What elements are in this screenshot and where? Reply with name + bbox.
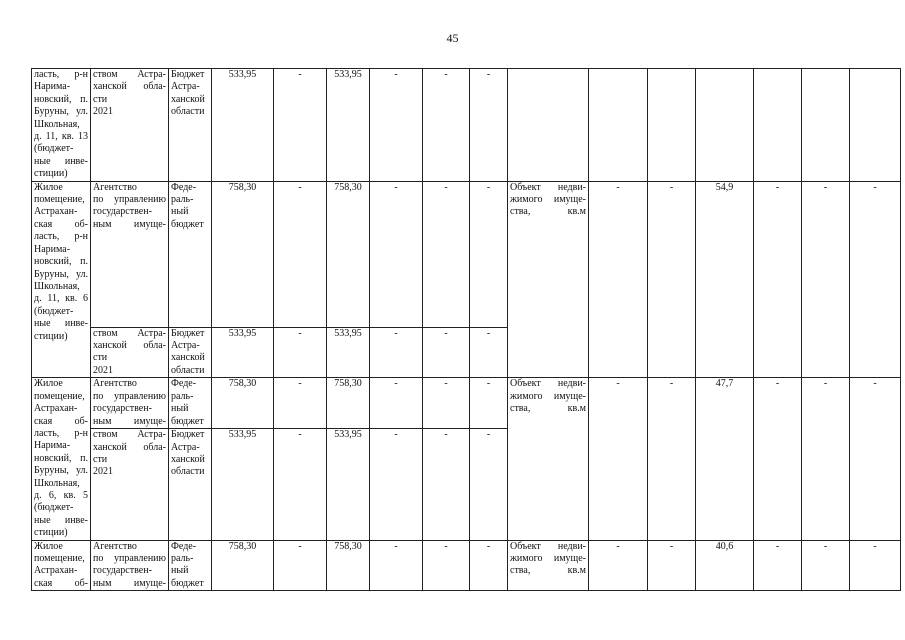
agency-line: 2021 [93,364,113,376]
agency-line: ством Астра- [93,327,166,339]
budget-source-line: Бюджет [171,327,205,339]
indicator-value-cell: - [589,181,648,378]
object-line: (бюджет- [34,143,74,155]
indicator-value-cell: - [850,540,901,591]
indicator-label-line: жимого имуще- [510,552,586,564]
budget-source-line: Астра- [171,340,200,352]
budget-table [31,68,901,591]
indicator-value-cell: - [850,378,901,540]
object-line: стиции) [34,330,68,342]
object-line: Астрахан- [34,403,78,415]
indicator-value-cell [648,69,696,182]
agency-line: ным имуще- [93,218,166,230]
agency-line: государствен- [93,403,152,415]
agency-line: по управлению [93,552,166,564]
budget-source-line: Феде- [171,540,197,552]
object-line: д. 6, кв. 5 [34,489,88,501]
indicator-value-cell: 47,7 [696,378,754,540]
amount-cell: 758,30 [212,540,274,591]
indicator-value-cell: - [802,540,850,591]
budget-source-line: области [171,364,205,376]
object-line: помещение, [34,390,85,402]
budget-source-line: области [171,466,205,478]
object-line: помещение, [34,194,85,206]
object-line: Астрахан- [34,206,78,218]
amount-cell: - [470,181,508,327]
object-line: Школьная, [34,477,80,489]
indicator-label-line: жимого имуще- [510,390,586,402]
amount-cell: - [423,378,470,429]
object-line: ласть, р-н [34,231,88,243]
amount-cell: 758,30 [327,540,370,591]
object-line: новский, п. [34,93,88,105]
object-line: ская об- [34,577,88,589]
object-line: Школьная, [34,118,80,130]
budget-source-line: ханской [171,352,205,364]
amount-cell: - [370,429,423,540]
indicator-value-cell: - [754,378,802,540]
object-line: новский, п. [34,452,88,464]
budget-source-line: ханской [171,93,205,105]
amount-cell: - [274,378,327,429]
agency-line: 2021 [93,466,113,478]
indicator-value-cell: - [648,378,696,540]
object-line: стиции) [34,527,68,539]
indicator-label-line: Объект недви- [510,378,586,390]
agency-line: Агентство [93,378,137,390]
table-row [32,378,901,429]
budget-source-line: Астра- [171,441,200,453]
amount-cell: - [370,378,423,429]
table-row [32,69,901,182]
budget-source-line: бюджет [171,415,204,427]
indicator-value-cell: - [589,540,648,591]
budget-source-line: Бюджет [171,69,205,80]
amount-cell: 533,95 [212,69,274,182]
indicator-value-cell [754,69,802,182]
agency-line: 2021 [93,106,113,118]
indicator-value-cell: - [802,378,850,540]
indicator-label-cell [508,378,589,540]
object-line: ская об- [34,218,88,230]
indicator-value-cell: - [648,181,696,378]
object-line: стиции) [34,168,68,180]
object-line: (бюджет- [34,305,74,317]
indicator-label-cell [508,69,589,182]
amount-cell: - [370,181,423,327]
indicator-value-cell [589,69,648,182]
agency-line: ханской обла- [93,340,166,352]
budget-source-cell [169,327,212,378]
agency-line: ханской обла- [93,441,166,453]
object-line: Жилое [34,181,63,193]
budget-source-line: Феде- [171,378,197,390]
budget-source-line: раль- [171,390,194,402]
indicator-value-cell: - [802,181,850,378]
budget-source-line: Бюджет [171,429,205,441]
indicator-label-cell [508,540,589,591]
amount-cell: 758,30 [212,181,274,327]
agency-cell [91,378,169,429]
object-line: ные инве- [34,155,88,167]
amount-cell: - [370,327,423,378]
page-number: 45 [446,31,459,45]
budget-source-line: Феде- [171,181,197,193]
amount-cell: 533,95 [327,429,370,540]
budget-source-cell [169,540,212,591]
agency-line: по управлению [93,390,166,402]
amount-cell: - [423,429,470,540]
object-line: Нарима- [34,81,71,93]
object-line: ные инве- [34,514,88,526]
amount-cell: - [274,181,327,327]
object-line: ласть, р-н [34,69,88,80]
object-cell [32,378,91,540]
budget-source-line: Астра- [171,81,200,93]
amount-cell: - [423,327,470,378]
agency-line: по управлению [93,194,166,206]
indicator-value-cell: - [850,181,901,378]
budget-source-line: области [171,106,205,118]
object-line: Буруны, ул. [34,268,88,280]
object-cell [32,540,91,591]
amount-cell: - [274,540,327,591]
amount-cell: - [470,327,508,378]
budget-source-line: ханской [171,453,205,465]
agency-line: ным имуще- [93,577,166,589]
budget-source-line: ный [171,565,189,577]
indicator-value-cell: - [754,540,802,591]
object-line: (бюджет- [34,502,74,514]
indicator-value-cell [696,69,754,182]
amount-cell: - [470,540,508,591]
agency-line: сти [93,352,108,364]
amount-cell: - [274,429,327,540]
indicator-value-cell: 54,9 [696,181,754,378]
amount-cell: - [423,540,470,591]
budget-source-cell [169,181,212,327]
object-line: Нарима- [34,440,71,452]
agency-line: ным имуще- [93,415,166,427]
indicator-value-cell: 40,6 [696,540,754,591]
indicator-label-line: Объект недви- [510,181,586,193]
agency-line: сти [93,453,108,465]
amount-cell: 533,95 [212,429,274,540]
indicator-label-line: Объект недви- [510,540,586,552]
object-line: ская об- [34,415,88,427]
object-line: Жилое [34,378,63,390]
amount-cell: 533,95 [212,327,274,378]
amount-cell: 758,30 [327,378,370,429]
budget-source-line: ный [171,206,189,218]
agency-line: ством Астра- [93,429,166,441]
object-cell [32,69,91,182]
indicator-label-cell [508,181,589,378]
agency-line: ханской обла- [93,81,166,93]
object-line: помещение, [34,552,85,564]
agency-line: государствен- [93,206,152,218]
object-line: ласть, р-н [34,427,88,439]
amount-cell: - [423,69,470,182]
amount-cell: - [423,181,470,327]
budget-source-cell [169,69,212,182]
indicator-label-line: ства, кв.м [510,403,586,415]
indicator-value-cell [802,69,850,182]
object-cell [32,181,91,378]
agency-line: Агентство [93,540,137,552]
budget-source-line: раль- [171,552,194,564]
object-line: Школьная, [34,280,80,292]
budget-source-cell [169,378,212,429]
agency-line: ством Астра- [93,69,166,80]
budget-source-line: ный [171,403,189,415]
amount-cell: 533,95 [327,69,370,182]
object-line: Жилое [34,540,63,552]
object-line: новский, п. [34,256,88,268]
agency-cell [91,181,169,327]
amount-cell: - [274,69,327,182]
object-line: Нарима- [34,243,71,255]
budget-source-line: раль- [171,194,194,206]
indicator-value-cell: - [754,181,802,378]
object-line: д. 11, кв. 6 [34,293,88,305]
budget-source-line: бюджет [171,577,204,589]
agency-line: Агентство [93,181,137,193]
indicator-label-line: жимого имуще- [510,194,586,206]
indicator-value-cell: - [589,378,648,540]
object-line: Буруны, ул. [34,465,88,477]
amount-cell: - [274,327,327,378]
amount-cell: 758,30 [212,378,274,429]
object-line: Буруны, ул. [34,106,88,118]
amount-cell: 758,30 [327,181,370,327]
table-row [32,181,901,327]
agency-line: государствен- [93,565,152,577]
budget-source-line: бюджет [171,218,204,230]
amount-cell: - [370,540,423,591]
amount-cell: - [370,69,423,182]
agency-line: сти [93,93,108,105]
budget-source-cell [169,429,212,540]
agency-cell [91,540,169,591]
agency-cell [91,69,169,182]
amount-cell: - [470,429,508,540]
object-line: ные инве- [34,318,88,330]
amount-cell: - [470,378,508,429]
object-line: Астрахан- [34,565,78,577]
agency-cell [91,429,169,540]
indicator-label-line: ства, кв.м [510,206,586,218]
indicator-label-line: ства, кв.м [510,565,586,577]
amount-cell: 533,95 [327,327,370,378]
indicator-value-cell: - [648,540,696,591]
table-row [32,540,901,591]
agency-cell [91,327,169,378]
object-line: д. 11, кв. 13 [34,131,88,143]
indicator-value-cell [850,69,901,182]
amount-cell: - [470,69,508,182]
